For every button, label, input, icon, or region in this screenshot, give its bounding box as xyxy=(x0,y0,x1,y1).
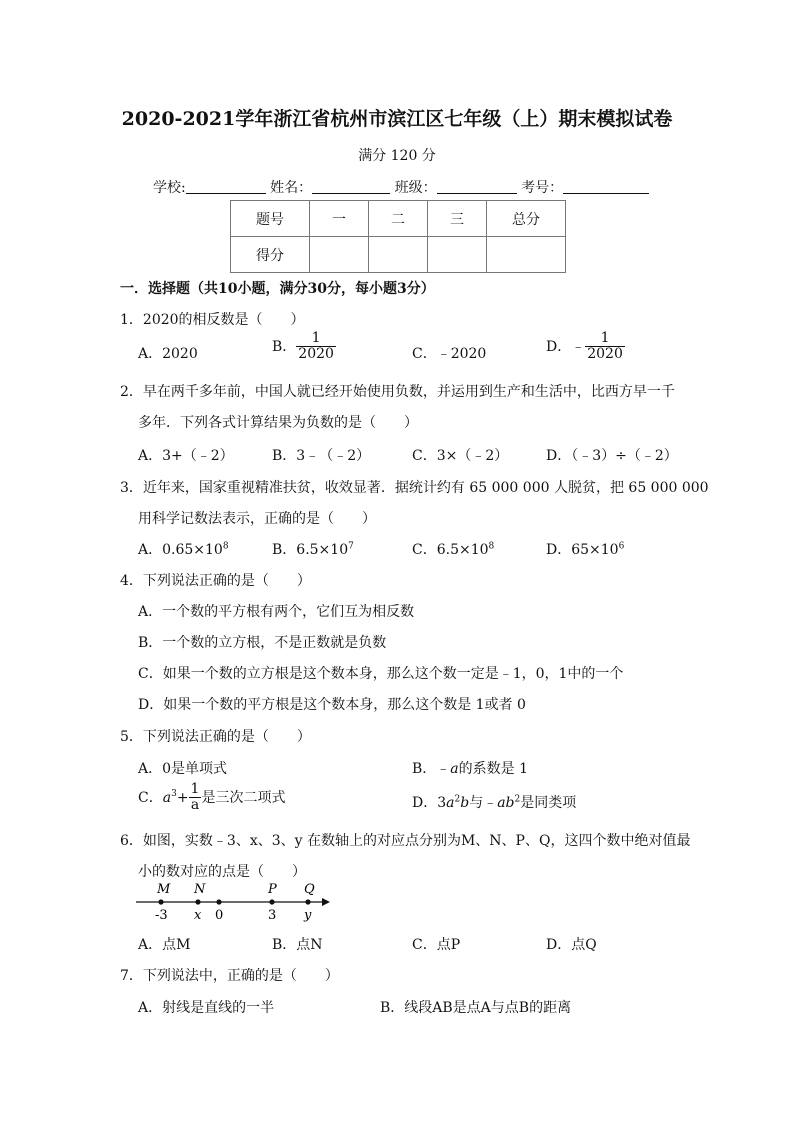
school-blank[interactable] xyxy=(186,179,266,194)
variable: a xyxy=(446,795,455,811)
q4-option-c[interactable]: C．如果一个数的立方根是这个数本身，那么这个数一定是﹣1，0，1中的一个 xyxy=(138,666,624,682)
value-3: 3 xyxy=(268,908,277,922)
variable: a xyxy=(450,761,459,777)
number-line-diagram xyxy=(130,880,340,922)
exponent: 7 xyxy=(348,541,354,552)
option-text: A．0.65×10 xyxy=(138,542,223,558)
student-info-line xyxy=(153,177,649,197)
arrow-right-icon xyxy=(322,898,330,906)
score-row-label: 得分 xyxy=(231,237,310,273)
option-text: 是同类项 xyxy=(520,795,577,811)
option-prefix: C． xyxy=(138,789,163,806)
q5-option-a[interactable]: A．0是单项式 xyxy=(138,761,228,777)
numerator: 1 xyxy=(190,781,200,797)
school-label: 学校: xyxy=(153,180,186,196)
q3-option-d[interactable] xyxy=(546,539,624,559)
class-blank[interactable] xyxy=(437,179,517,194)
score-cell[interactable] xyxy=(428,237,487,273)
numerator: 1 xyxy=(311,330,321,346)
score-cell[interactable] xyxy=(487,237,566,273)
label-m: M xyxy=(157,882,171,897)
exponent: 3 xyxy=(171,789,177,800)
point-m xyxy=(158,899,163,904)
q6-option-d[interactable]: D．点Q xyxy=(546,937,597,953)
q7-option-a[interactable]: A．射线是直线的一半 xyxy=(138,1000,275,1016)
fraction xyxy=(189,782,202,814)
value-y: y xyxy=(304,908,312,922)
question-3-stem: 3．近年来，国家重视精准扶贫，收效显著．据统计约有 65 000 000 人脱贫，把 65 000 000 xyxy=(120,480,709,496)
q3-option-a[interactable] xyxy=(138,539,229,559)
name-label: 姓名： xyxy=(270,180,313,196)
exponent: 2 xyxy=(454,794,461,805)
value-neg3: -3 xyxy=(155,908,168,922)
exponent: 6 xyxy=(618,541,625,552)
value-zero: 0 xyxy=(215,908,224,922)
class-label: 班级： xyxy=(394,180,437,196)
q3-option-c[interactable] xyxy=(412,539,494,559)
question-4-stem: 4．下列说法正确的是（ ） xyxy=(120,573,311,589)
q2-option-a[interactable]: A．3+（﹣2） xyxy=(138,448,234,464)
q2-option-c[interactable]: C．3×（﹣2） xyxy=(412,448,509,464)
q1-option-d[interactable] xyxy=(546,331,625,363)
option-text: B．6.5×10 xyxy=(272,542,349,558)
fraction xyxy=(296,331,336,363)
q6-option-c[interactable]: C．点P xyxy=(412,937,461,953)
q5-option-d[interactable] xyxy=(412,792,576,812)
option-prefix: B．﹣ xyxy=(412,761,451,777)
q4-option-d[interactable]: D．如果一个数的平方根是这个数本身，那么这个数是 1或者 0 xyxy=(138,697,526,713)
variable: a xyxy=(162,789,172,806)
page-title: 2020-2021学年浙江省杭州市滨江区七年级（上）期末模拟试卷 xyxy=(121,108,673,130)
q6-option-a[interactable]: A．点M xyxy=(138,937,191,953)
question-6-stem: 6．如图，实数﹣3、x、3、y 在数轴上的对应点分别为M、N、P、Q，这四个数中绝对值最 xyxy=(120,833,691,849)
q6-option-b[interactable]: B．点N xyxy=(272,937,323,953)
point-n xyxy=(195,899,200,904)
score-cell[interactable] xyxy=(369,237,428,273)
exam-no-label: 考号： xyxy=(521,180,564,196)
question-3-stem-cont: 用科学记数法表示，正确的是（ ） xyxy=(138,511,376,527)
option-prefix: D．3 xyxy=(412,795,447,811)
q1-option-c[interactable]: C．﹣2020 xyxy=(412,346,487,362)
question-2-stem-cont: 多年．下列各式计算结果为负数的是（ ） xyxy=(138,415,418,431)
q2-option-b[interactable]: B．3﹣（﹣2） xyxy=(272,448,371,464)
option-text: D．65×10 xyxy=(546,542,619,558)
score-table-header-cell: 题号 xyxy=(231,201,310,237)
label-n: N xyxy=(194,882,206,897)
q1-option-a[interactable]: A．2020 xyxy=(138,346,198,362)
score-table xyxy=(230,200,566,273)
point-p xyxy=(269,899,274,904)
exponent: 2 xyxy=(514,794,521,805)
operator: + xyxy=(176,789,189,806)
option-text: 是三次二项式 xyxy=(201,789,286,806)
score-table-header-cell: 总分 xyxy=(487,201,566,237)
variable: ab xyxy=(497,795,515,811)
exponent: 8 xyxy=(488,541,495,552)
label-p: P xyxy=(268,882,277,897)
denominator: a xyxy=(190,797,200,814)
score-table-header-cell: 三 xyxy=(428,201,487,237)
option-prefix: B． xyxy=(272,338,297,355)
q1-option-b[interactable] xyxy=(272,331,336,363)
score-cell[interactable] xyxy=(310,237,369,273)
label-q: Q xyxy=(304,882,315,897)
numerator: 1 xyxy=(600,330,610,346)
q5-option-c[interactable] xyxy=(138,782,285,814)
full-score: 满分 120 分 xyxy=(358,148,436,164)
question-5-stem: 5．下列说法正确的是（ ） xyxy=(120,729,311,745)
question-7-stem: 7．下列说法中，正确的是（ ） xyxy=(120,968,339,984)
point-q xyxy=(305,899,310,904)
name-blank[interactable] xyxy=(312,179,390,194)
option-text: 的系数是 1 xyxy=(458,761,529,777)
option-text: C．6.5×10 xyxy=(412,542,489,558)
q4-option-a[interactable]: A．一个数的平方根有两个，它们互为相反数 xyxy=(138,604,415,620)
denominator: 2020 xyxy=(298,346,334,363)
value-x: x xyxy=(194,908,202,922)
denominator: 2020 xyxy=(587,346,623,363)
origin-point xyxy=(216,899,221,904)
option-text: 与﹣ xyxy=(469,795,498,811)
q7-option-b[interactable]: B．线段AB是点A与点B的距离 xyxy=(380,1000,572,1016)
score-table-header-cell: 二 xyxy=(369,201,428,237)
exam-no-blank[interactable] xyxy=(563,179,649,194)
question-6-stem-cont: 小的数对应的点是（ ） xyxy=(138,864,306,880)
q2-option-d[interactable]: D．（﹣3）÷（﹣2） xyxy=(546,448,678,464)
option-prefix: D．﹣ xyxy=(546,338,586,355)
variable: b xyxy=(460,795,470,811)
q4-option-b[interactable]: B．一个数的立方根，不是正数就是负数 xyxy=(138,635,387,651)
q5-option-b[interactable] xyxy=(412,758,528,778)
exponent: 8 xyxy=(222,541,229,552)
score-table-header-cell: 一 xyxy=(310,201,369,237)
section-heading: 一．选择题（共10小题，满分30分，每小题3分） xyxy=(120,281,435,297)
fraction xyxy=(585,331,625,363)
question-2-stem: 2．早在两千多年前，中国人就已经开始使用负数，并运用到生产和生活中，比西方早一千 xyxy=(120,384,675,400)
q3-option-b[interactable] xyxy=(272,539,354,559)
question-1-stem: 1．2020的相反数是（ ） xyxy=(120,312,305,328)
